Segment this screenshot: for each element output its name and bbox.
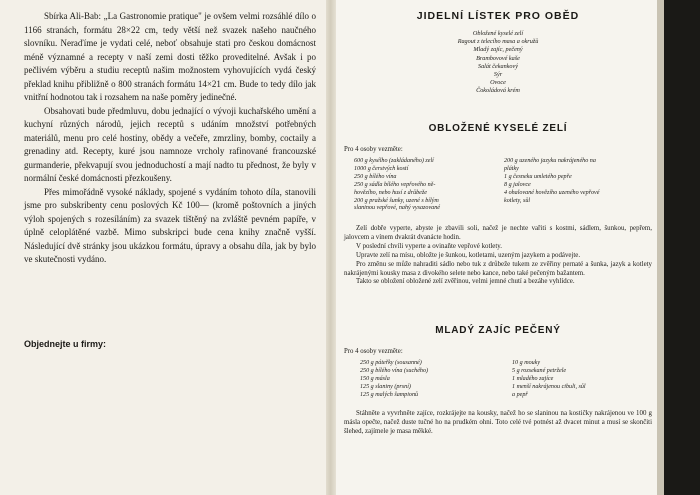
left-paragraph: Přes mimořádně vysoké náklady, spojené s vydáním tohoto díla, stanovili jsme pro subskribenty cenu poslových Kč 100— (kromě poštovních a jiných výloh spojených s rozesíláním) za svazek tištěný na zvláště pevném papíře, v úplně celoplátěné vazbě. Mimo subskripci bude cena knihy značně vyšší. Následující dvě stránky jsou ukázkou formátu, úpravy a obsahu díla, jak by bylo ve skutečnosti vydáno. — [24, 186, 316, 264]
ingredient: kotlety, sůl — [504, 197, 531, 204]
menu-item: Ragout z telecího masa a okružů — [457, 38, 539, 46]
recipe-instructions — [344, 225, 652, 287]
ingredients-right — [512, 360, 586, 400]
ingredient: 250 g páteřky (sousanné) — [360, 360, 422, 366]
ingredient: 125 g malých šampionů — [360, 391, 419, 398]
left-page-body — [24, 10, 316, 267]
servings-line: Pro 4 osoby vezměte: — [344, 146, 403, 153]
menu-title: JIDELNÍ LÍSTEK PRO OBĚD — [416, 10, 580, 22]
ingredient: 125 g slaniny (prsní) — [360, 383, 411, 390]
book-gutter — [326, 0, 336, 495]
instruction-paragraph: Takto se obložení obložené zelí zvěřinou, velmi jemné chutí a bezáhe vyhlídce. — [356, 278, 575, 286]
ingredient: 250 g bílého vína (suchého) — [360, 367, 429, 374]
ingredient: plátky — [504, 165, 519, 172]
ingredient: 8 g jalovce — [504, 181, 531, 188]
ingredient: 4 ohalované hovězího uzeného vepřové — [504, 189, 600, 196]
recipe-instructions — [344, 410, 652, 437]
menu-list — [340, 30, 656, 96]
ingredient: 250 g bílého vína — [354, 173, 397, 180]
order-label: Objednejte u firmy: — [24, 339, 107, 349]
recipe-title: MLADÝ ZAJÍC PEČENÝ — [435, 325, 561, 336]
ingredient: 1 menší nakrájenou cibuli, sůl — [512, 383, 586, 390]
menu-item: Sýr — [493, 71, 503, 79]
ingredient: 200 g pražské šunky, uzené s bílým — [354, 197, 439, 204]
ingredient: slaninou vepřové, nahý vysazované — [354, 205, 440, 212]
recipe-title: OBLOŽENÉ KYSELÉ ZELÍ — [428, 123, 568, 134]
instruction-paragraph: Pro změnu se může nahraditi sádlo nebo tuk z drůbeže tukem ze zvěřiny pernaté a šunka, jazyk a kotlety nakrájenými kousky masa z divokého selete nebo kance, nebo také pečeným bažantem. — [344, 260, 652, 277]
menu-item: Čokoládová krém — [476, 87, 520, 95]
page-edge — [657, 0, 664, 495]
ingredient: 1 mladého zajíce — [512, 375, 554, 382]
ingredient: 250 g sádla bílého vepřového ně- — [354, 181, 436, 188]
ingredient: hovězího, nebo husí z drůbeže — [354, 189, 427, 196]
instruction-paragraph: Stáhněte a vyvrhněte zajíce, rozkrájejte na kousky, načež ho se slaninou na kostičky nakrájenou ve 100 g másla opečte, načež duste tučné ho na prudkém ohni. Toto celé tvé potnést až dvacet minut a musí se skončiti šlehed, zajímele je masa měkké. — [344, 410, 652, 435]
instruction-paragraph: Zelí dobře vyperte, abyste je zbavili soli, načež je nechte vařiti s kostmi, sádlem, šunkou, pepřem, jalovcem a vínem dvakrát dvanácte hodin. — [344, 225, 652, 241]
ingredient: 1 g česneku umletého pepře — [504, 173, 572, 180]
ingredient: 1000 g čerstvých kostí — [354, 165, 409, 172]
ingredient: 10 g mouky — [512, 360, 541, 366]
menu-item: Salát čekankový — [477, 62, 519, 70]
instruction-paragraph: V poslední chvíli vyperte a ovinaňte vepřové kotlety. — [356, 242, 503, 250]
left-paragraph: Sbírka Ali-Bab: „La Gastronomie pratique" je ovšem velmi rozsáhlé dílo o 1166 stranách, formátu 28×22 cm, tedy větší než svazek našeho naučného slovníku. Neraďíme je vydati celé, neboť obsahuje stati pro českou domácnost méně významné a recepty v naší zemi dosti těžko proveditelné. Avšak i po pečlivém výběru a studiu receptů našim možnostem vyhovujících vydá český překlad knihu přibližně o 800 stranách formátu 14×21 cm. Bude to tedy dílo jak vnitřní hodnotou tak i rozsahem na naše poměry jedinečné. — [24, 11, 316, 102]
servings-line: Pro 4 osoby vezměte: — [344, 348, 403, 355]
instruction-paragraph: Upravte zelí na mísu, obložte je šunkou, kotletami, uzeným jazykem a podávejte. — [356, 251, 581, 259]
ingredient: a pepř — [512, 391, 528, 398]
ingredients-left — [360, 360, 428, 400]
ingredient: 5 g rozsekané petržele — [512, 367, 567, 374]
menu-item: Mladý zajíc, pečený — [473, 46, 523, 54]
menu-item: Ovoce — [490, 79, 506, 87]
ingredient: 200 g uzeného jazyku nakrájeného na — [504, 158, 596, 164]
ingredient: 600 g kysélho (zakládaného) zelí — [354, 158, 434, 164]
ingredient: 150 g másla — [360, 375, 390, 382]
left-paragraph: Obsahovati bude předmluvu, dobu jednající o vývoji kuchařského umění a kuchyní různých národů, jejich receptů s udáním množství potřebných materiálů, menu pro celé hostiny, obědy a večeře, zmrzliny, bomby, coctaily a grenadiny atd. Recepty, kuré jsou namnoze vrcholy rafinované francouzské gurmanderie, překvapují svou jednoduchostí a mají nadto tu přednost, že byly v normální české domácnosti přezkoušeny. — [24, 105, 316, 183]
menu-item: Obložené kyselé zelí — [472, 30, 524, 37]
ingredients-right — [504, 158, 599, 205]
scan-border — [664, 0, 700, 495]
ingredients-left — [354, 158, 440, 213]
menu-item: Brambovové kaše — [476, 54, 520, 62]
